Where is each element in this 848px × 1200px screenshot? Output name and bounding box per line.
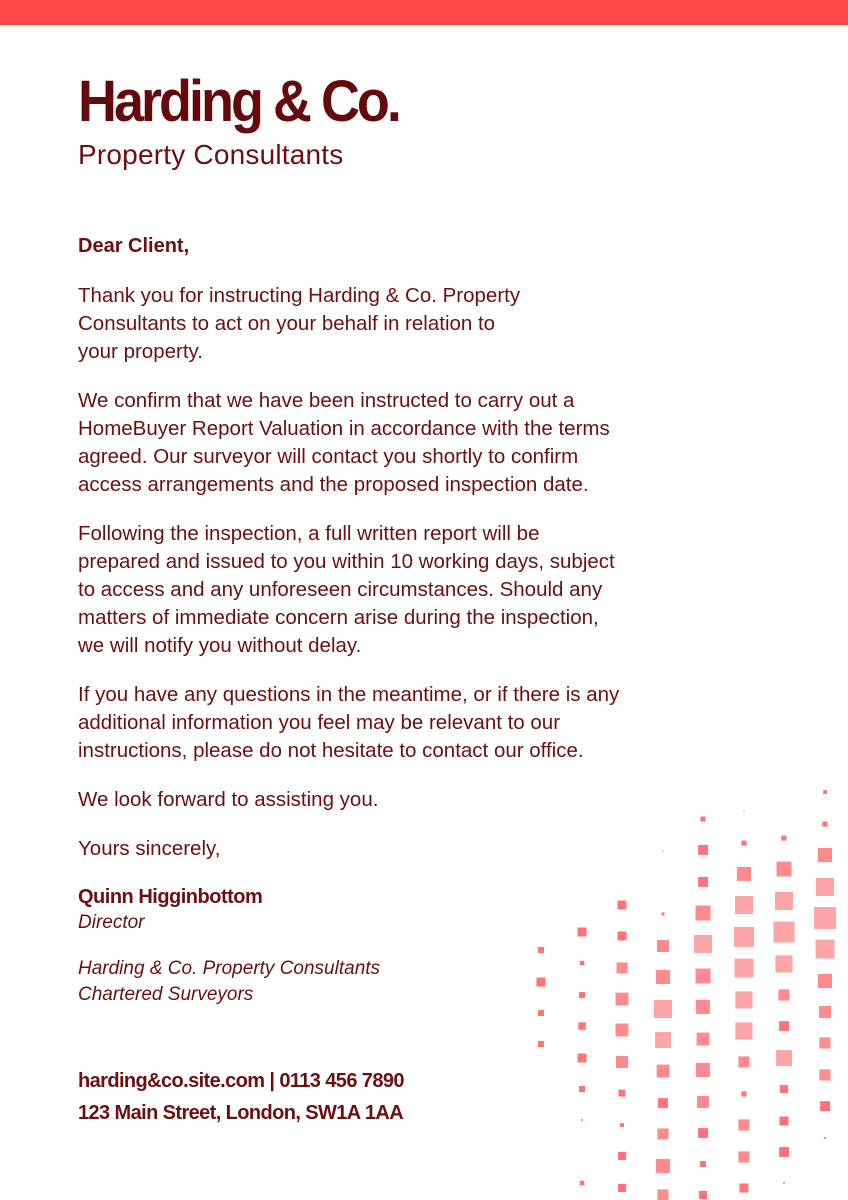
halftone-square: [538, 947, 544, 953]
halftone-square: [783, 1182, 785, 1184]
halftone-square: [734, 927, 754, 947]
halftone-square: [657, 1065, 670, 1078]
halftone-square: [735, 959, 754, 978]
halftone-square: [654, 1000, 672, 1018]
halftone-square: [737, 867, 751, 881]
halftone-square: [778, 989, 789, 1000]
halftone-square: [738, 1056, 749, 1067]
halftone-square: [538, 1010, 544, 1016]
halftone-square: [697, 1033, 710, 1046]
paragraph: We confirm that we have been instructed to carry out a HomeBuyer Report Valuation in accordance with the terms agreed. Our surveyor will contact you shortly to confirm access arrangements and the proposed inspection date.: [78, 389, 610, 496]
halftone-square: [700, 1161, 706, 1167]
halftone-square: [781, 836, 786, 841]
halftone-square: [775, 955, 792, 972]
halftone-square: [618, 1152, 626, 1160]
halftone-square: [618, 932, 627, 941]
signature-block: [78, 884, 498, 1008]
halftone-square: [657, 1128, 668, 1139]
halftone-square: [814, 907, 836, 929]
halftone-square: [656, 1159, 670, 1173]
halftone-square: [735, 1022, 752, 1039]
halftone-square: [775, 892, 793, 910]
halftone-square: [823, 790, 827, 794]
halftone-square: [657, 1189, 668, 1200]
halftone-square: [579, 992, 585, 998]
halftone-square: [819, 1006, 831, 1018]
halftone-square: [738, 1119, 749, 1130]
halftone-square: [696, 1000, 710, 1014]
halftone-square: [580, 1181, 585, 1186]
halftone-square: [619, 1090, 626, 1097]
halftone-square: [662, 850, 663, 851]
halftone-square: [818, 848, 832, 862]
halftone-square: [696, 1063, 710, 1077]
paragraph: If you have any questions in the meantime, or if there is any additional information you feel may be relevant to our instructions, please do not hesitate to contact our office.: [78, 683, 620, 762]
halftone-square: [741, 1091, 746, 1096]
contact-block: [78, 1065, 538, 1129]
halftone-square: [655, 1032, 671, 1048]
halftone-square: [620, 1123, 624, 1127]
halftone-square: [657, 940, 669, 952]
halftone-square: [537, 978, 546, 987]
paragraph: We look forward to assisting you.: [78, 788, 379, 811]
halftone-square: [735, 991, 752, 1008]
halftone-square: [617, 962, 628, 973]
halftone-square: [699, 1191, 707, 1199]
halftone-square: [780, 1085, 788, 1093]
address: 123 Main Street, London, SW1A 1AA: [78, 1102, 404, 1124]
halftone-square: [743, 810, 744, 811]
signatory-qualification: Chartered Surveyors: [78, 984, 254, 1005]
halftone-square: [578, 928, 587, 937]
signatory-name: Quinn Higginbottom: [78, 886, 263, 908]
paragraph: Following the inspection, a full written report will be prepared and issued to you within 10 working days, subject to access and any unforeseen circumstances. Should any matters of immediate concern arise during the inspection, we will notify you without delay.: [78, 522, 615, 657]
halftone-square: [696, 906, 711, 921]
halftone-square: [820, 1101, 830, 1111]
halftone-square: [697, 1096, 709, 1108]
halftone-square: [579, 1086, 585, 1092]
halftone-square: [694, 935, 712, 953]
letterhead: [78, 70, 423, 172]
halftone-square: [779, 1021, 789, 1031]
website-phone: harding&co.site.com | 0113 456 7890: [78, 1070, 404, 1092]
halftone-square: [698, 845, 708, 855]
halftone-square: [578, 1022, 586, 1030]
halftone-square: [741, 841, 746, 846]
halftone-square: [616, 993, 629, 1006]
halftone-square: [538, 1041, 544, 1047]
halftone-square: [700, 817, 705, 822]
halftone-square: [662, 913, 665, 916]
halftone-square: [618, 1184, 626, 1192]
halftone-square: [698, 877, 708, 887]
halftone-square: [780, 1117, 789, 1126]
halftone-square: [581, 1119, 583, 1121]
halftone-square: [822, 822, 827, 827]
company-tagline: Property Consultants: [78, 139, 344, 170]
halftone-square: [776, 1050, 792, 1066]
halftone-square: [578, 1054, 587, 1063]
halftone-square: [738, 1151, 749, 1162]
halftone-square: [824, 1137, 826, 1139]
signatory-title: Director: [78, 912, 145, 933]
signatory-company: Harding & Co. Property Consultants: [78, 958, 381, 979]
paragraph: Thank you for instructing Harding & Co. Property Consultants to act on your behalf in relation to your property.: [78, 284, 521, 363]
halftone-square: [816, 940, 835, 959]
halftone-square: [816, 878, 834, 896]
halftone-square: [618, 901, 627, 910]
salutation: Dear Client,: [78, 235, 190, 257]
closing: Yours sincerely,: [78, 837, 221, 860]
halftone-square: [779, 1147, 789, 1157]
halftone-square: [774, 922, 795, 943]
halftone-square: [818, 974, 832, 988]
halftone-square: [735, 896, 753, 914]
halftone-square: [580, 961, 585, 966]
halftone-square-pattern: [520, 780, 848, 1200]
halftone-square: [616, 1056, 628, 1068]
company-name: Harding & Co.: [78, 69, 399, 134]
halftone-square: [616, 1024, 629, 1037]
halftone-square: [658, 1098, 668, 1108]
halftone-square: [656, 970, 670, 984]
halftone-square: [819, 1037, 830, 1048]
top-accent-bar: [0, 0, 848, 25]
halftone-square: [819, 1069, 830, 1080]
halftone-square: [698, 1128, 708, 1138]
halftone-square: [696, 969, 711, 984]
halftone-square: [740, 1184, 749, 1193]
halftone-square: [777, 862, 792, 877]
